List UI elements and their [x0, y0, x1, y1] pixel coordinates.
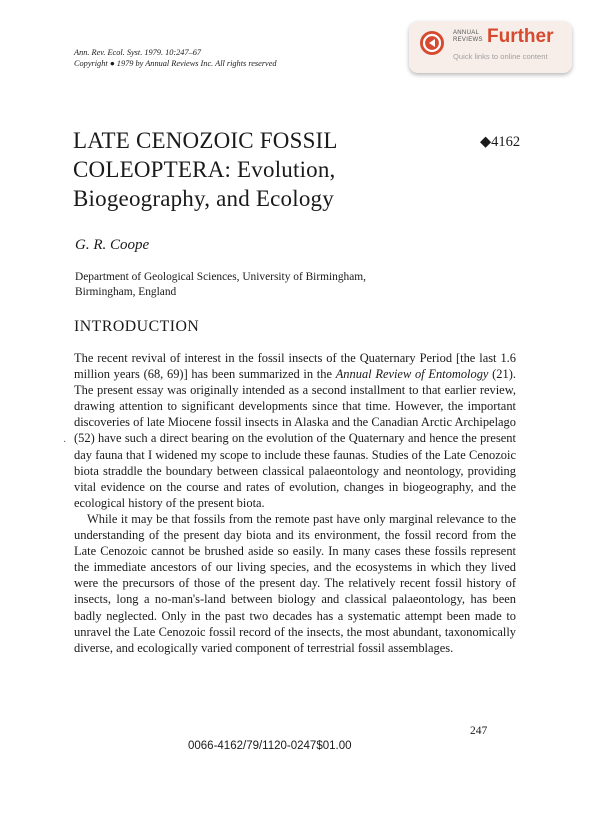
- banner-reviews-label: REVIEWS: [453, 37, 483, 43]
- author-affiliation: [75, 270, 366, 300]
- annual-reviews-further-banner[interactable]: [409, 21, 572, 73]
- arrow-left-circle-icon: [419, 30, 445, 56]
- paragraph-1-text-a: The recent revival of interest in the fossil insects of the Quaternary Period [the last 1.6 million years (68, 69)] has been summarized in the: [74, 351, 516, 382]
- banner-further-label: Further: [487, 26, 554, 47]
- citation-line-2: Copyright ● 1979 by Annual Reviews Inc. All rights reserved: [74, 59, 277, 68]
- page-number: 247: [470, 725, 488, 737]
- author-name: G. R. Coope: [75, 237, 150, 253]
- journal-reference: Annual Review of Entomology: [335, 367, 489, 382]
- paragraph: [74, 350, 516, 511]
- title-line-3: Biogeography, and Ecology: [73, 186, 334, 211]
- price-code: 0066-4162/79/1120-0247$01.00: [188, 740, 352, 752]
- affiliation-line-1: Department of Geological Sciences, University of Birmingham,: [75, 271, 367, 283]
- annual-reviews-wordmark: [453, 30, 483, 44]
- margin-mark: ·: [63, 437, 67, 448]
- article-title: [73, 126, 433, 213]
- citation-line-1: Ann. Rev. Ecol. Syst. 1979. 10:247–67: [74, 48, 202, 57]
- paragraph-1-text-b: (21). The present essay was originally intended as a second installment to that earlier review, drawing attention to significant developments since that time. However, the important discoveries of late Miocene fossil insects in Alaska and the Canadian Arctic Archipelago (52) have such a direct bearing on the evolution of the Quaternary and hence the present day fauna that I widened my scope to include these faunas. Studies of the Late Cenozoic biota straddle the boundary between classical palaeontology and neontology, providing vital evidence on the course and rates of evolution, changes in biogeography, and the ecological history of the present biota.: [74, 367, 516, 510]
- article-code: ◆4162: [480, 134, 521, 150]
- paragraph: While it may be that fossils from the remote past have only marginal relevance to the understanding of the present day biota and its environment, the fossil record from the Late Cenozoic cannot be brushed aside so easily. In many cases these fossils represent the immediate ancestors of our living species, and the ecosystems in which they lived were the precursors of those of the present day. The relatively recent fossil history of insects, long a no-man's-land between biology and classical palaeontology, has been badly neglected. Only in the past two decades has a systematic attempt been made to unravel the Late Cenozoic fossil record of the insects, the most abundant, taxonomically diverse, and ecologically varied component of terrestrial fossil assemblages.: [74, 511, 516, 655]
- title-line-2: COLEOPTERA: Evolution,: [73, 157, 336, 182]
- banner-tagline: Quick links to online content: [453, 52, 548, 61]
- title-line-1: LATE CENOZOIC FOSSIL: [73, 128, 338, 153]
- affiliation-line-2: Birmingham, England: [75, 286, 177, 298]
- section-heading-introduction: INTRODUCTION: [74, 318, 200, 335]
- banner-annual-label: ANNUAL: [453, 30, 480, 36]
- introduction-body: [74, 350, 516, 656]
- journal-citation: [74, 47, 277, 69]
